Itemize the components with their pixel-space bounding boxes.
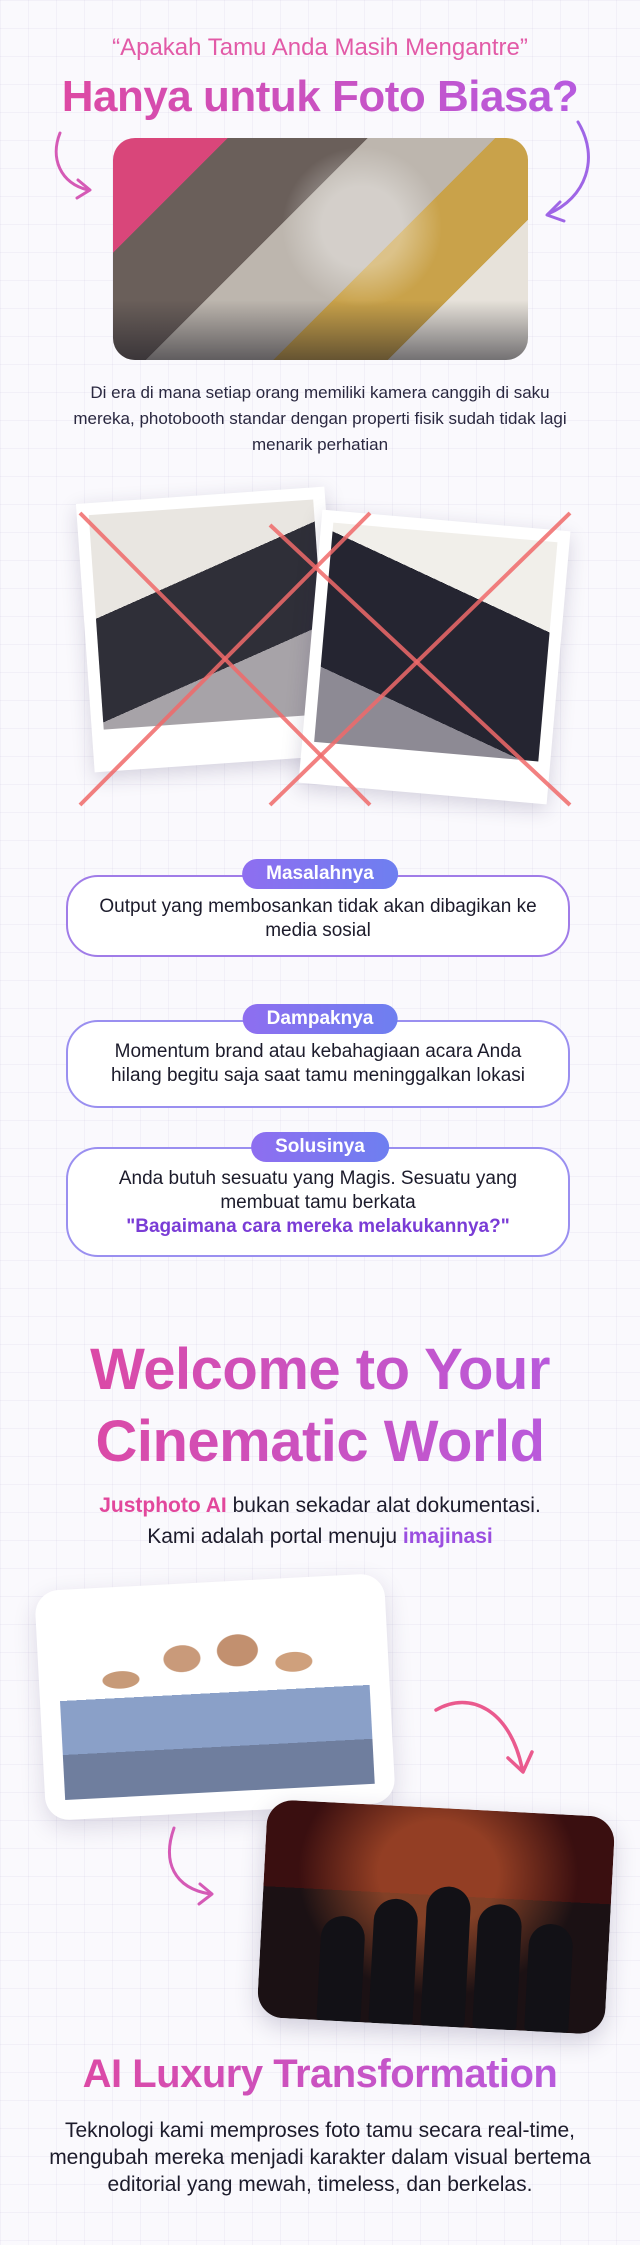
intro-highlight: imajinasi — [402, 1525, 493, 1548]
hero-quote: “Apakah Tamu Anda Masih Mengantre” — [112, 34, 528, 61]
curved-arrow-left-icon — [160, 1822, 230, 1912]
crowded-photobooth-photo — [113, 138, 528, 360]
solution-text: Anda butuh sesuatu yang Magis. Sesuatu yang membuat tamu berkata — [118, 1168, 518, 1213]
solution-card — [66, 1147, 570, 1257]
impact-badge: Dampaknya — [243, 1004, 398, 1034]
problem-text: Output yang membosankan tidak akan dibagikan ke media sosial — [99, 896, 537, 941]
curved-arrow-down-right-icon — [430, 1690, 540, 1790]
welcome-title — [0, 1334, 640, 1478]
cross-out-icon — [70, 505, 580, 815]
impact-text: Momentum brand atau kebahagiaan acara Anda hilang begitu saja saat tamu meninggalkan lokasi — [110, 1041, 526, 1086]
welcome-title-line1: Welcome to Your — [90, 1337, 550, 1402]
problem-badge: Masalahnya — [242, 859, 398, 889]
curved-arrow-left-icon — [50, 128, 100, 208]
transformation-description: Teknologi kami memproses foto tamu secara real-time, mengubah mereka menjadi karakter dalam visual bertema editorial yang mewah, timeless, dan berkelas. — [49, 2119, 591, 2196]
solution-badge: Solusinya — [251, 1132, 389, 1162]
hero-headline: Hanya untuk Foto Biasa? — [0, 72, 640, 122]
welcome-title-line2: Cinematic World — [95, 1409, 545, 1474]
hero-description: Di era di mana setiap orang memiliki kamera canggih di saku mereka, photobooth standar dengan properti fisik sudah tidak lagi menarik perhatian — [73, 383, 567, 454]
team-photo — [34, 1573, 396, 1821]
cinematic-hero-photo — [257, 1799, 616, 2035]
curved-arrow-right-icon — [538, 118, 598, 228]
intro-text-line2: Kami adalah portal menuju — [147, 1525, 403, 1548]
brand-name: Justphoto AI — [99, 1494, 227, 1517]
welcome-intro — [0, 1490, 640, 1552]
intro-text: bukan sekadar alat dokumentasi. — [226, 1494, 541, 1517]
solution-highlight: "Bagaimana cara mereka melakukannya?" — [126, 1216, 510, 1237]
transformation-title: AI Luxury Transformation — [0, 2052, 640, 2097]
